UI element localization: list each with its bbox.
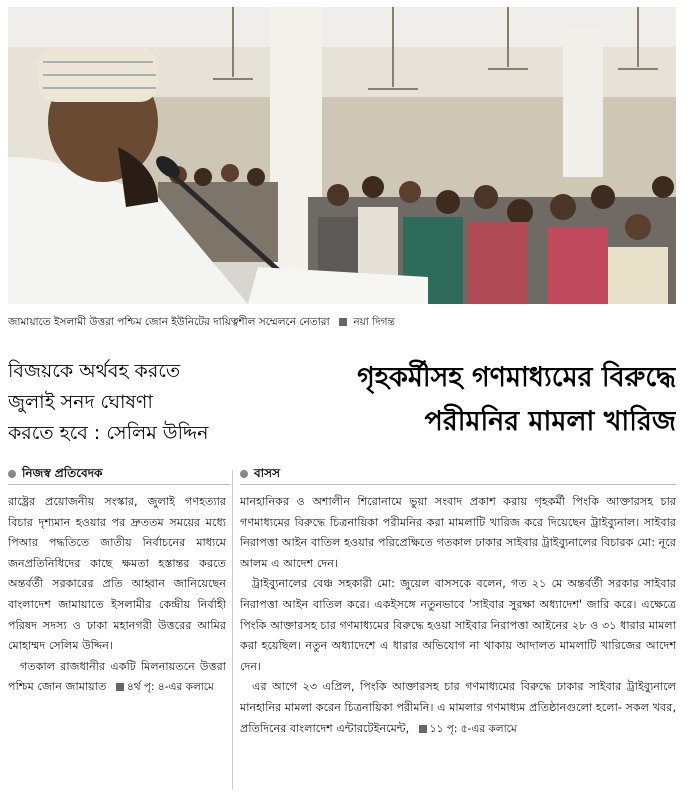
left-headline-line-2: জুলাই সনদ ঘোষণা xyxy=(8,391,153,413)
caption-text: জামায়াতে ইসলামী উত্তরা পশ্চিম জোন ইউনিটের দায়িত্বশীল সম্মেলনে নেতারা xyxy=(8,316,330,328)
left-headline-line-3: করতে হবে : সেলিম উদ্দিন xyxy=(8,422,209,444)
bullet-dot-icon xyxy=(240,470,248,478)
left-jump-link[interactable] xyxy=(110,681,214,693)
left-headline-line-1: বিজয়কে অর্থবহ করতে xyxy=(8,360,181,382)
right-article-body xyxy=(240,492,676,794)
right-paragraph-3 xyxy=(240,677,676,739)
left-byline xyxy=(8,462,230,485)
column-divider xyxy=(232,470,233,790)
square-bullet-icon xyxy=(419,725,427,733)
left-paragraph-2 xyxy=(8,657,226,698)
right-byline-text: বাসস xyxy=(254,466,281,480)
left-paragraph-1: রাষ্ট্রের প্রয়োজনীয় সংস্কার, জুলাই গণহত্যার বিচার দৃশ্যমান হওয়ার পর দ্রুততম সময়ের মধ্যে পিআর পদ্ধতিতে জাতীয় নির্বাচনের মাধ্যমে জনপ্রতিনিধিদের কাছে ক্ষমতা হস্তান্তর করতে অন্তর্বর্তী সরকারের প্রতি আহ্বান জানিয়েছেন বাংলাদেশ জামায়াতে ইসলামীর কেন্দ্রীয় নির্বাহী পরিষদ সদস্য ও ঢাকা মহানগরী উত্তরের আমির মোহাম্মদ সেলিম উদ্দিন। xyxy=(8,495,226,653)
caption-source: নয়া দিগন্ত xyxy=(353,316,395,328)
photo-of-speaker-at-meeting xyxy=(8,7,676,304)
news-photo xyxy=(8,7,676,304)
right-headline-line-2: পরীমনির মামলা খারিজ xyxy=(424,406,676,437)
left-article-body xyxy=(8,492,226,794)
right-headline[interactable] xyxy=(240,356,676,456)
left-paragraph-2-text: গতকাল রাজধানীর একটি মিলনায়তনে উত্তরা পশ্চিম জোন জামায়াত xyxy=(8,659,226,694)
right-paragraph-3-text: এর আগে ২৩ এপ্রিল, পিংকি আক্তারসহ চার গণমাধ্যমের বিরুদ্ধে ঢাকার সাইবার ট্রাইব্যুনালে মানহানির মামলা করেন চিত্রনায়িকা পরীমনি। এ মামলার গণমাধ্যম প্রতিষ্ঠানগুলো হলো- সকল খবর, প্রতিদিনের বাংলাদেশ এন্টারটেইনমেন্ট, xyxy=(240,680,676,735)
right-jump-text: ১১ পৃ: ৫-এর কলামে xyxy=(429,722,517,735)
right-paragraph-2: ট্রাইব্যুনালের বেঞ্চ সহকারী মো: জুয়েল বাসসকে বলেন, গত ২১ মে অন্তর্বর্তী সরকার সাইবার নিরাপত্তা আইন বাতিল করে। একইসঙ্গে নতুনভাবে 'সাইবার সুরক্ষা অধ্যাদেশ' জারি করে। এক্ষেত্রে পিংকি আক্তারসহ চার গণমাধ্যমের বিরুদ্ধে হওয়া সাইবার নিরাপত্তা আইনের ২৮ ও ৩১ ধারার মামলা করা হয়েছিল। নতুন অধ্যাদেশে এ ধারার অভিযোগ না থাকায় আদালত মামলাটি খারিজের আদেশ দেন। xyxy=(240,577,676,673)
square-bullet-icon xyxy=(339,318,347,326)
right-headline-line-1: গৃহকর্মীসহ গণমাধ্যমের বিরুদ্ধে xyxy=(357,362,676,393)
square-bullet-icon xyxy=(116,683,124,691)
left-headline[interactable] xyxy=(8,356,232,456)
left-jump-text: ৪র্থ পৃ: ৪-এর কলামে xyxy=(126,681,214,694)
right-jump-link[interactable] xyxy=(413,723,517,735)
bullet-dot-icon xyxy=(8,470,16,478)
left-byline-text: নিজস্ব প্রতিবেদক xyxy=(22,466,103,480)
right-paragraph-1: মানহানিকর ও অশালীন শিরোনামে ভুয়া সংবাদ প্রকাশ করায় গৃহকর্মী পিংকি আক্তারসহ চার গণমাধ্যমের বিরুদ্ধে চিত্রনায়িকা পরীমনির করা মামলাটি খারিজ করে দিয়েছেন ট্রাইব্যুনাল। সাইবার নিরাপত্তা আইন বাতিল হওয়ার পরিপ্রেক্ষিতে গতকাল ঢাকার সাইবার ট্রাইব্যুনালের বিচারক মো: নূরে আলম এ আদেশ দেন। xyxy=(240,495,676,570)
photo-caption xyxy=(8,312,676,332)
right-byline xyxy=(240,462,676,485)
